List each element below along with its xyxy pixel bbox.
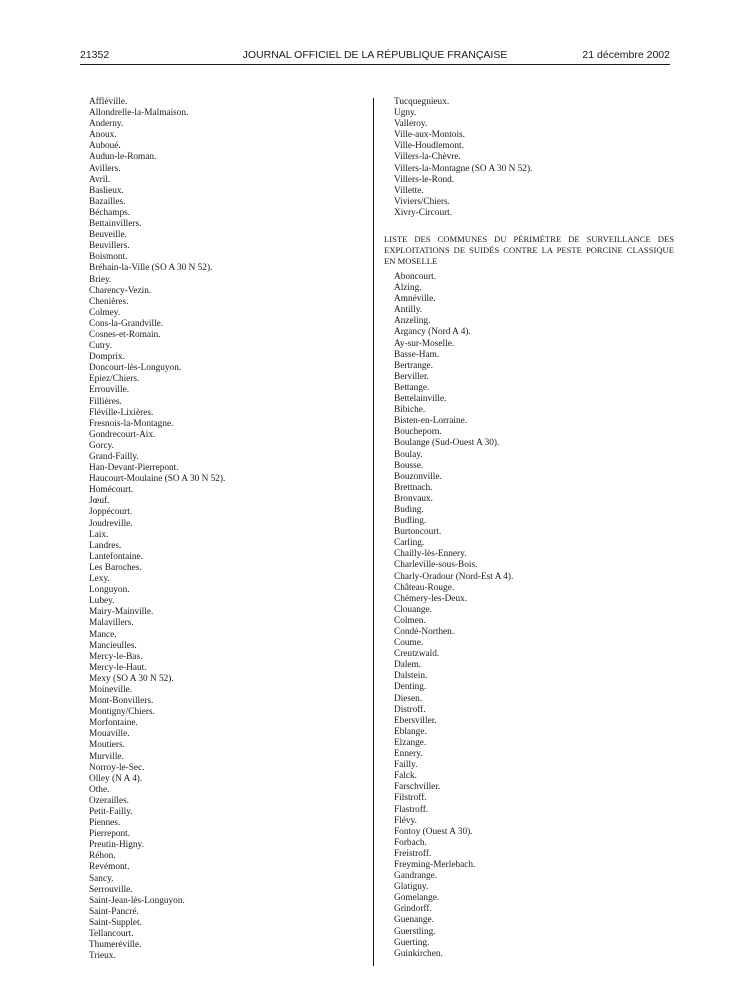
list-item: Homécourt. [89,485,134,496]
list-item: Audun-le-Roman. [89,152,157,163]
list-item: Fléville-Lixières. [89,407,154,418]
list-item: Alzing. [394,283,422,294]
list-item: Clouange. [394,604,432,615]
list-item: Allondrelle-la-Malmaison. [89,108,189,119]
list-item: Bettainvillers. [89,219,142,230]
list-item: Amnéville. [394,294,436,305]
header-rule [80,64,670,65]
list-item: Auboué. [89,141,121,152]
list-item: Beuvillers. [89,241,130,252]
list-item: Antilly. [394,305,423,316]
list-item: Tellancourt. [89,929,134,940]
list-item: Aboncourt. [394,272,437,282]
list-item: Freistroff. [394,848,432,859]
list-item: Mouaville. [89,729,130,740]
list-item: Charency-Vezin. [89,285,152,296]
list-item: Basse-Ham. [394,349,440,360]
list-item: Cons-la-Grandville. [89,318,164,329]
list-item: Haucourt-Moulaine (SO A 30 N 52). [89,474,226,485]
list-item: Buding. [394,504,424,515]
list-item: Thumeréville. [89,940,142,951]
list-item: Joudreville. [89,518,133,529]
list-item: Villette. [394,185,424,196]
list-item: Montigny/Chiers. [89,707,155,718]
list-item: Boucheporn. [394,427,442,438]
list-item: Epiez/Chiers. [89,374,140,385]
list-item: Creutzwald. [394,649,440,660]
list-item: Beuveille. [89,230,127,241]
list-item: Mont-Bonvillers. [89,696,154,707]
list-item: Burtoncourt. [394,527,442,538]
list-item: Longuyon. [89,585,130,596]
list-item: Morfontaine. [89,718,138,729]
list-item: Les Baroches. [89,562,142,573]
list-item: Ozerailles. [89,795,130,806]
list-item: Chémery-les-Deux. [394,593,468,604]
list-item: Condé-Northen. [394,627,455,637]
list-item: Jœuf. [89,496,110,507]
list-item: Laix. [89,529,109,540]
page-number: 21352 [80,49,110,61]
list-item: Saint-Supplet. [89,917,142,928]
list-item: Norroy-le-Sec. [89,762,145,773]
list-item: Boulay. [394,449,423,460]
journal-title: JOURNAL OFFICIEL DE LA RÉPUBLIQUE FRANÇAISE [242,49,508,61]
list-item: Guenange. [394,915,435,926]
list-item: Guerting. [394,937,430,948]
list-item: Ugny. [394,108,417,119]
list-item: Charleville-sous-Bois. [394,560,478,571]
list-item: Flévy. [394,815,417,826]
list-item: Guerstling. [394,926,436,937]
list-item: Landres. [89,540,122,551]
list-item: Denting. [394,682,427,693]
list-item: Carling. [394,538,425,549]
list-item: Ay-sur-Moselle. [394,338,455,349]
publication-date: 21 décembre 2002 [582,49,670,61]
list-item: Lexy. [89,574,110,585]
list-item: Valleroy. [394,119,428,130]
list-item: Avril. [89,174,111,185]
list-item: Berviller. [394,371,429,382]
list-item: Flastroff. [394,804,429,815]
list-item: Sancy. [89,873,114,884]
list-item: Mance. [89,629,117,640]
list-item: Grindorff. [394,904,432,915]
list-item: Distroff. [394,704,426,715]
list-item: Falck. [394,771,417,782]
list-item: Bettelainville. [394,394,447,405]
list-item: Pierrepont. [89,829,131,840]
list-item: Chailly-lès-Ennery. [394,549,467,560]
list-item: Viviers/Chiers. [394,196,450,207]
list-item: Piennes. [89,818,121,829]
list-item: Farschviller. [394,782,441,793]
list-item: Boismont. [89,252,128,263]
list-item: Domprix. [89,352,125,363]
list-item: Mercy-le-Bas. [89,651,143,662]
list-item: Bertrange. [394,360,433,371]
list-item: Moutiers. [89,740,125,751]
list-item: Fresnois-la-Montagne. [89,418,174,429]
list-item: Budling. [394,516,427,527]
list-item: Cosnes-et-Romain. [89,329,161,340]
list-item: Olley (N A 4). [89,773,143,784]
list-item: Xivry-Circourt. [394,207,453,218]
list-item: Mercy-le-Haut. [89,662,147,673]
list-item: Cutry. [89,341,112,352]
left-commune-list [89,97,225,962]
list-item: Mexy (SO A 30 N 52). [89,673,174,684]
list-item: Grand-Failly. [89,452,139,462]
list-item: Errouville. [89,385,130,396]
list-item: Chenières. [89,296,129,307]
list-item: Bouzonville. [394,471,442,482]
list-item: Villers-la-Montagne (SO A 30 N 52). [394,163,533,174]
list-item: Argancy (Nord A 4). [394,327,471,338]
list-item: Othe. [89,784,110,795]
list-item: Fontoy (Ouest A 30). [394,826,473,837]
list-item: Ville-aux-Montois. [394,130,465,141]
list-item: Bronvaux. [394,493,433,504]
list-item: Saint-Pancré. [89,906,139,917]
list-item: Preutin-Higny. [89,840,144,851]
list-item: Murville. [89,751,124,762]
list-item: Han-Devant-Pierrepont. [89,463,179,474]
list-item: Revémont. [89,862,130,873]
section-title: LISTE DES COMMUNES DU PÉRIMÈTRE DE SURVEILLANCE DES EXPLOITATIONS DE SUIDÉS CONTRE LA PESTE PORCINE CLASSIQUE EN MOSELLE [384,234,674,266]
list-item: Colmey. [89,307,121,318]
list-item: Joppécourt. [89,507,133,518]
right-commune-list-top [394,97,532,219]
list-item: Charly-Oradour (Nord-Est A 4). [394,571,514,582]
list-item: Ebersviller. [394,715,437,726]
list-item: Mancieulles. [89,640,137,651]
list-item: Bettange. [394,382,430,393]
list-item: Failly. [394,760,418,771]
list-item: Fillières. [89,396,122,407]
list-item: Réhon. [89,851,116,862]
list-item: Gorcy. [89,440,114,451]
list-item: Filstroff. [394,793,427,804]
list-item: Trieux. [89,951,116,962]
list-item: Gandrange. [394,871,438,882]
list-item: Villers-le-Rond. [394,174,455,185]
list-item: Moineville. [89,684,133,695]
right-commune-list-bottom [394,272,513,960]
list-item: Mairy-Mainville. [89,607,154,618]
list-item: Bisten-en-Lorraine. [394,416,468,427]
list-item: Dalem. [394,660,422,671]
list-item: Guinkirchen. [394,948,443,959]
list-item: Gomelange. [394,893,440,904]
list-item: Ennery. [394,749,423,760]
list-item: Affléville. [89,97,128,107]
list-item: Brettnach. [394,482,433,493]
list-item: Château-Rouge. [394,582,455,593]
column-divider [373,98,374,966]
list-item: Anderny. [89,119,124,130]
list-item: Colmen. [394,615,426,626]
list-item: Lantefontaine. [89,551,143,562]
list-item: Villers-la-Chèvre. [394,152,461,163]
list-item: Bibiche. [394,405,426,416]
list-item: Gondrecourt-Aix. [89,429,156,440]
list-item: Bousse. [394,460,424,471]
list-item: Saint-Jean-lès-Longuyon. [89,895,185,906]
list-item: Forbach. [394,837,427,848]
list-item: Boulange (Sud-Ouest A 30). [394,438,500,449]
list-item: Ville-Houdlemont. [394,141,464,152]
list-item: Elzange. [394,737,427,748]
list-item: Doncourt-lès-Longuyon. [89,363,182,374]
list-item: Anoux. [89,130,117,141]
list-item: Bréhain-la-Ville (SO A 30 N 52). [89,263,213,274]
list-item: Béchamps. [89,207,131,218]
list-item: Glatigny. [394,882,429,893]
list-item: Eblange. [394,726,427,737]
list-item: Avillers. [89,163,121,174]
list-item: Freyming-Merlebach. [394,859,476,870]
list-item: Baslieux. [89,185,124,196]
page-header [80,48,670,64]
list-item: Anzeling. [394,316,431,327]
list-item: Briey. [89,274,112,285]
list-item: Petit-Failly. [89,807,133,817]
list-item: Lubey. [89,596,115,607]
list-item: Bazailles. [89,196,126,207]
list-item: Malavillers. [89,618,134,629]
list-item: Diesen. [394,693,423,704]
list-item: Tucquegnieux. [394,97,450,107]
list-item: Serrouville. [89,884,133,895]
list-item: Coume. [394,638,424,649]
list-item: Dalstein. [394,671,428,682]
